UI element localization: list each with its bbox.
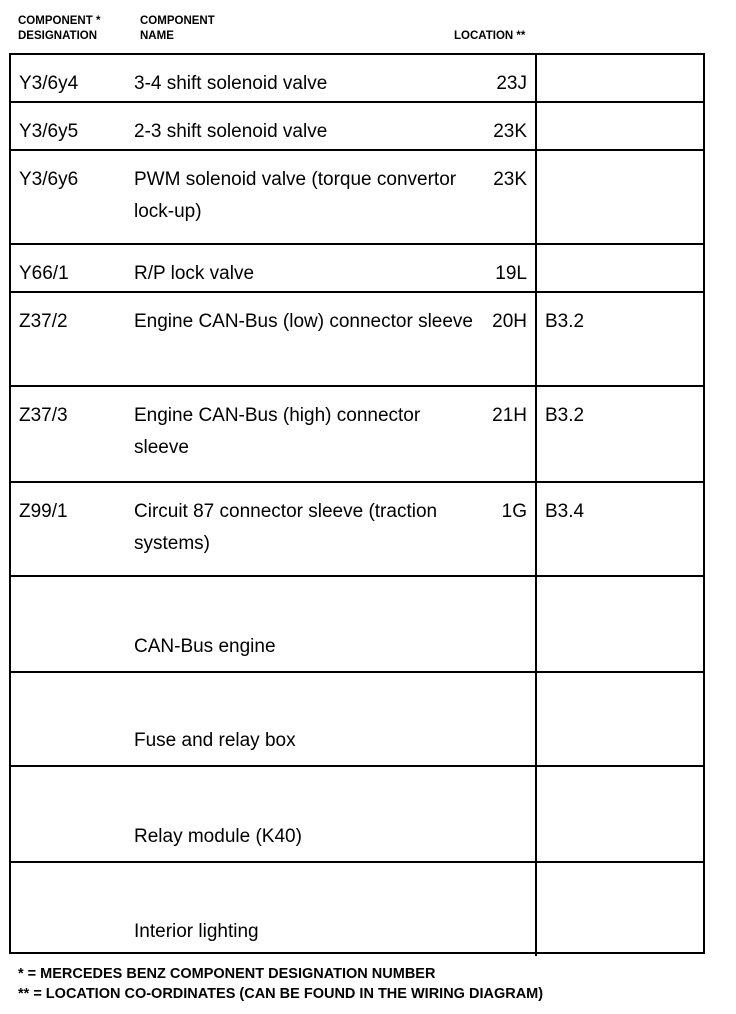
- component-name: Fuse and relay box: [134, 730, 296, 751]
- table-row: [11, 673, 537, 767]
- footnote-designation: * = MERCEDES BENZ COMPONENT DESIGNATION NUMBER: [18, 966, 436, 982]
- component-name: PWM solenoid valve (torque convertor lock-up): [134, 169, 457, 222]
- component-location: 23J: [496, 73, 527, 94]
- reference-cell: [537, 293, 703, 387]
- component-location: 19L: [495, 263, 527, 284]
- component-designation: Y3/6y4: [19, 73, 79, 94]
- table-row: [11, 151, 537, 245]
- reference-cell: [537, 387, 703, 483]
- component-designation: Y3/6y6: [19, 169, 79, 190]
- component-reference: B3.4: [545, 501, 585, 522]
- name-column-header: [140, 14, 215, 44]
- component-designation: Z99/1: [19, 501, 68, 522]
- component-name: 3-4 shift solenoid valve: [134, 73, 328, 94]
- reference-cell: [537, 483, 703, 577]
- component-name: Relay module (K40): [134, 826, 302, 847]
- component-name: Engine CAN-Bus (high) connector sleeve: [134, 405, 421, 458]
- designation-header-line2: DESIGNATION: [18, 30, 98, 42]
- reference-cell: [537, 673, 703, 767]
- component-location: 21H: [492, 405, 527, 426]
- component-location: 23K: [493, 121, 527, 142]
- designation-header-line1: COMPONENT *: [18, 15, 101, 27]
- component-reference: B3.2: [545, 405, 585, 426]
- reference-cell: [537, 863, 703, 956]
- name-header-line2: NAME: [140, 30, 174, 42]
- component-name: Engine CAN-Bus (low) connector sleeve: [134, 311, 473, 332]
- reference-cell: [537, 55, 703, 103]
- component-location: 23K: [493, 169, 527, 190]
- table-row: [11, 293, 537, 387]
- component-name: Circuit 87 connector sleeve (traction systems): [134, 501, 438, 554]
- component-designation: Z37/2: [19, 311, 68, 332]
- table-row: [11, 577, 537, 673]
- component-name: R/P lock valve: [134, 263, 255, 284]
- component-reference: B3.2: [545, 311, 585, 332]
- reference-cell: [537, 103, 703, 151]
- table-row: [11, 863, 537, 956]
- table-row: [11, 387, 537, 483]
- reference-cell: [537, 577, 703, 673]
- reference-cell: [537, 245, 703, 293]
- component-designation: Z37/3: [19, 405, 68, 426]
- table-row: [11, 55, 537, 103]
- table-row: [11, 245, 537, 293]
- table-row: [11, 103, 537, 151]
- component-name: Interior lighting: [134, 921, 259, 942]
- reference-cell: [537, 151, 703, 245]
- location-column-header: LOCATION **: [454, 30, 526, 42]
- component-name: CAN-Bus engine: [134, 636, 276, 657]
- component-name: 2-3 shift solenoid valve: [134, 121, 328, 142]
- table-row: [11, 483, 537, 577]
- component-location: 1G: [501, 501, 527, 522]
- footnote-location: ** = LOCATION CO-ORDINATES (CAN BE FOUND IN THE WIRING DIAGRAM): [18, 986, 544, 1002]
- table-row: [11, 767, 537, 863]
- component-table: [9, 53, 705, 954]
- component-location: 20H: [492, 311, 527, 332]
- reference-cell: [537, 767, 703, 863]
- name-header-line1: COMPONENT: [140, 15, 215, 27]
- component-designation: Y3/6y5: [19, 121, 79, 142]
- component-designation: Y66/1: [19, 263, 69, 284]
- designation-column-header: [18, 14, 100, 44]
